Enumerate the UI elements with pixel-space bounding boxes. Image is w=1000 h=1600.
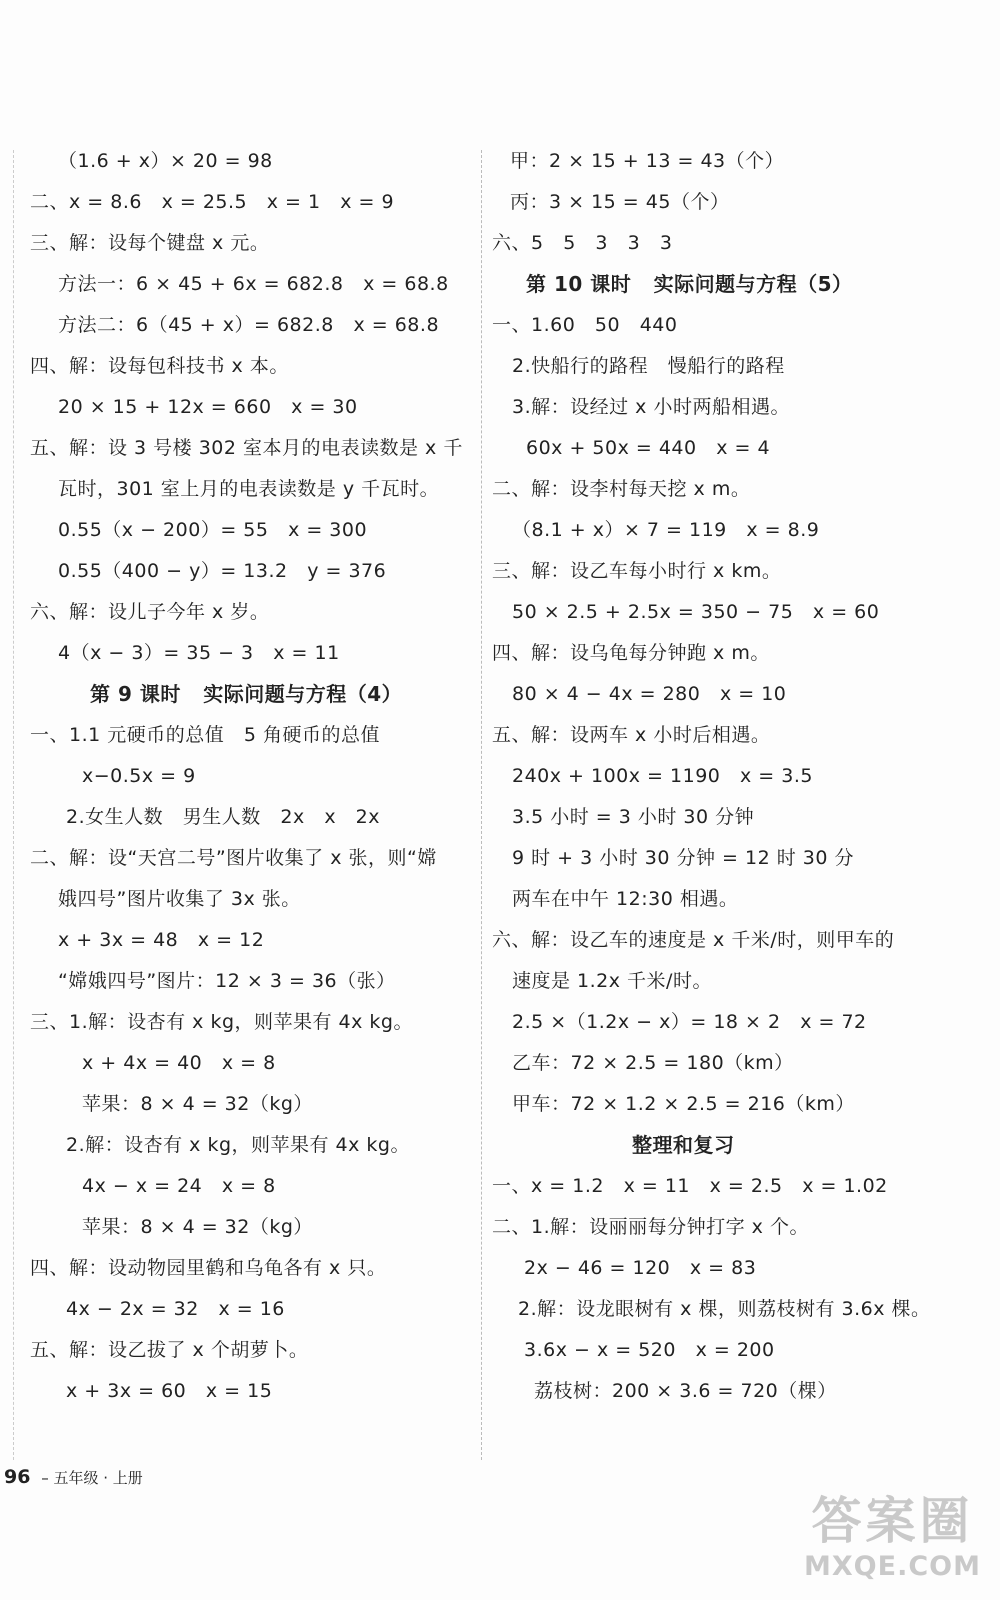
answer-line: 二、解：设“天宫二号”图片收集了 x 张，则“嫦 [30, 847, 437, 869]
answer-line: 速度是 1.2x 千米/时。 [512, 970, 712, 992]
section-heading: 第 10 课时 实际问题与方程（5） [526, 272, 853, 296]
column-divider [481, 150, 482, 1460]
answer-line: 3.解：设经过 x 小时两船相遇。 [512, 396, 790, 418]
grade-label: – 五年级 · 上册 [41, 1469, 143, 1487]
answer-line: 六、5 5 3 3 3 [492, 232, 673, 254]
answer-line: x + 3x = 60 x = 15 [66, 1380, 273, 1402]
answer-line: 50 × 2.5 + 2.5x = 350 − 75 x = 60 [512, 601, 880, 623]
answer-line: 两车在中午 12:30 相遇。 [512, 888, 739, 910]
answer-line: 2.5 ×（1.2x − x）= 18 × 2 x = 72 [512, 1011, 867, 1033]
answer-line: 2x − 46 = 120 x = 83 [524, 1257, 757, 1279]
answer-line: 五、解：设 3 号楼 302 室本月的电表读数是 x 千 [30, 437, 463, 459]
answer-line: 2.女生人数 男生人数 2x x 2x [66, 806, 381, 828]
answer-line: 80 × 4 − 4x = 280 x = 10 [512, 683, 787, 705]
answer-line: 2.快船行的路程 慢船行的路程 [512, 355, 785, 377]
answer-line: 甲车：72 × 1.2 × 2.5 = 216（km） [512, 1093, 855, 1115]
answer-line: 9 时 + 3 小时 30 分钟 = 12 时 30 分 [512, 847, 854, 869]
answer-line: 20 × 15 + 12x = 660 x = 30 [58, 396, 358, 418]
answer-line: 三、1.解：设杏有 x kg，则苹果有 4x kg。 [30, 1011, 413, 1033]
answer-line: x−0.5x = 9 [82, 765, 196, 787]
page-footer [4, 1466, 143, 1488]
answer-line: 娥四号”图片收集了 3x 张。 [58, 888, 301, 910]
page-number: 96 [4, 1466, 31, 1488]
answer-line: 一、1.60 50 440 [492, 314, 678, 336]
watermark-url: MXQE.COM [804, 1551, 981, 1582]
answer-line: 二、解：设李村每天挖 x m。 [492, 478, 751, 500]
answer-line: 0.55（400 − y）= 13.2 y = 376 [58, 560, 387, 582]
answer-line: 一、1.1 元硬币的总值 5 角硬币的总值 [30, 724, 381, 746]
answer-line: 240x + 100x = 1190 x = 3.5 [512, 765, 813, 787]
answer-line: 方法二：6（45 + x）= 682.8 x = 68.8 [58, 314, 440, 336]
answer-line: 四、解：设每包科技书 x 本。 [30, 355, 289, 377]
answer-line: 4x − x = 24 x = 8 [82, 1175, 276, 1197]
answer-line: 乙车：72 × 2.5 = 180（km） [512, 1052, 794, 1074]
watermark-logo [790, 1492, 995, 1597]
answer-line: 瓦时，301 室上月的电表读数是 y 千瓦时。 [58, 478, 440, 500]
watermark-text: 答案圈 [811, 1492, 974, 1550]
answer-line: 三、解：设乙车每小时行 x km。 [492, 560, 782, 582]
answer-line: （8.1 + x）× 7 = 119 x = 8.9 [512, 519, 820, 541]
answer-line: 2.解：设杏有 x kg，则苹果有 4x kg。 [66, 1134, 410, 1156]
answer-line: 一、x = 1.2 x = 11 x = 2.5 x = 1.02 [492, 1175, 888, 1197]
answer-line: 0.55（x − 200）= 55 x = 300 [58, 519, 368, 541]
answer-line: 三、解：设每个键盘 x 元。 [30, 232, 270, 254]
margin-rule [13, 150, 14, 1460]
section-heading: 第 9 课时 实际问题与方程（4） [90, 682, 403, 706]
answer-line: 荔枝树：200 × 3.6 = 720（棵） [534, 1380, 837, 1402]
answer-line: 六、解：设乙车的速度是 x 千米/时，则甲车的 [492, 929, 895, 951]
answer-line: 2.解：设龙眼树有 x 棵，则荔枝树有 3.6x 棵。 [518, 1298, 931, 1320]
answer-line: 五、解：设乙拔了 x 个胡萝卜。 [30, 1339, 309, 1361]
answer-line: “嫦娥四号”图片：12 × 3 = 36（张） [58, 970, 396, 992]
answer-line: 二、1.解：设丽丽每分钟打字 x 个。 [492, 1216, 809, 1238]
answer-line: x + 4x = 40 x = 8 [82, 1052, 276, 1074]
answer-line: 二、x = 8.6 x = 25.5 x = 1 x = 9 [30, 191, 395, 213]
answer-line: 苹果：8 × 4 = 32（kg） [82, 1093, 313, 1115]
answer-line: （1.6 + x）× 20 = 98 [58, 150, 273, 172]
answer-line: 3.6x − x = 520 x = 200 [524, 1339, 775, 1361]
answer-line: 60x + 50x = 440 x = 4 [526, 437, 771, 459]
section-heading: 整理和复习 [632, 1133, 735, 1157]
answer-line: 方法一：6 × 45 + 6x = 682.8 x = 68.8 [58, 273, 449, 295]
answer-line: x + 3x = 48 x = 12 [58, 929, 265, 951]
answer-line: 丙：3 × 15 = 45（个） [510, 191, 730, 213]
answer-line: 4（x − 3）= 35 − 3 x = 11 [58, 642, 340, 664]
answer-line: 4x − 2x = 32 x = 16 [66, 1298, 285, 1320]
answer-line: 3.5 小时 = 3 小时 30 分钟 [512, 806, 755, 828]
answer-line: 四、解：设乌龟每分钟跑 x m。 [492, 642, 770, 664]
answer-line: 甲：2 × 15 + 13 = 43（个） [510, 150, 785, 172]
answer-line: 六、解：设儿子今年 x 岁。 [30, 601, 270, 623]
answer-line: 五、解：设两车 x 小时后相遇。 [492, 724, 771, 746]
answer-line: 苹果：8 × 4 = 32（kg） [82, 1216, 313, 1238]
answer-line: 四、解：设动物园里鹤和乌龟各有 x 只。 [30, 1257, 387, 1279]
